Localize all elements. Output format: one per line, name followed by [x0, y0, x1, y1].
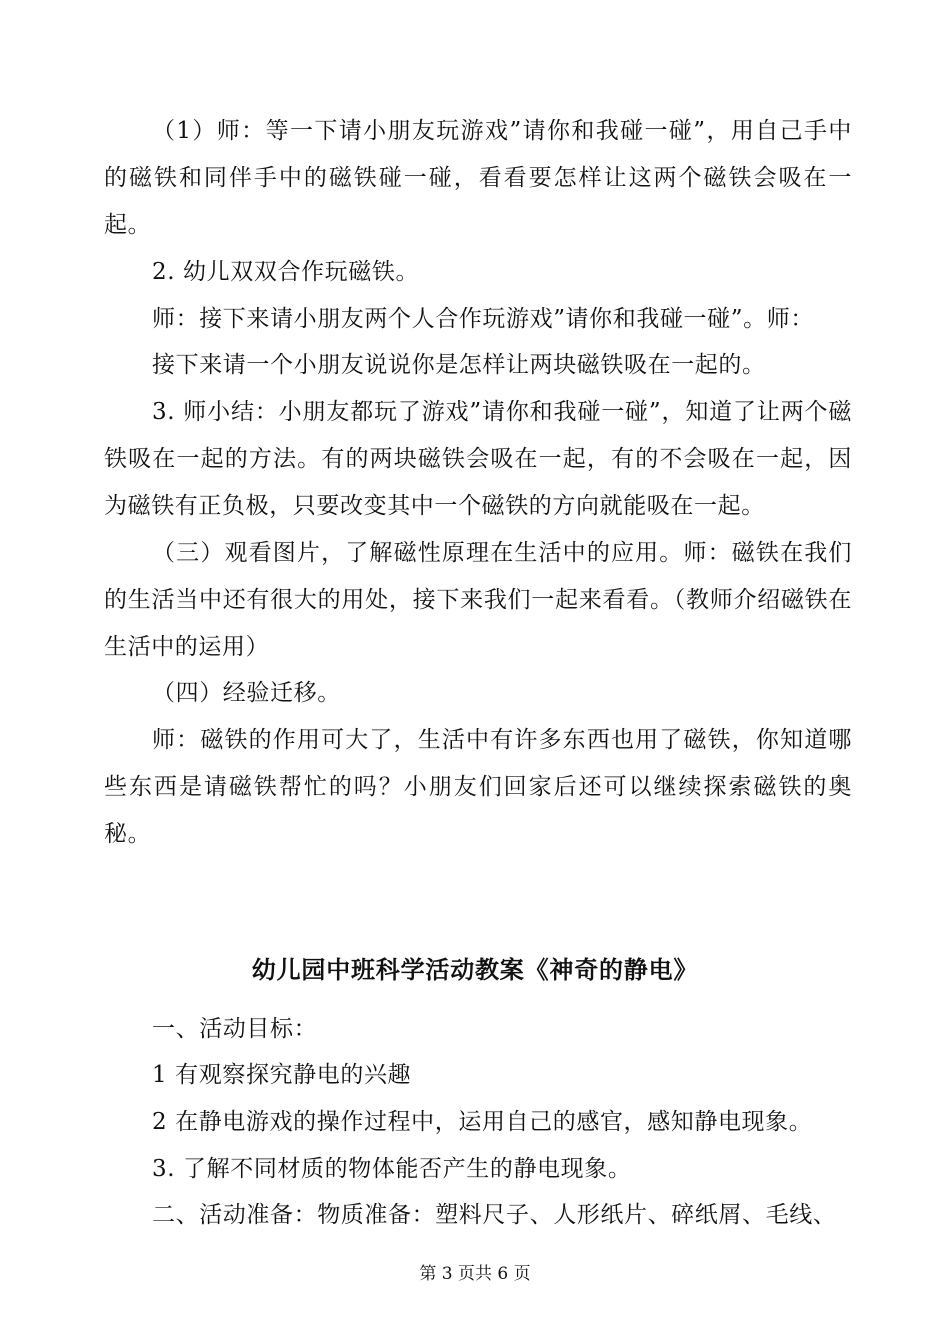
paragraph-teacher-question: 接下来请一个小朋友说说你是怎样让两块磁铁吸在一起的。	[152, 352, 766, 378]
page-footer: 第 3 页共 6 页	[419, 1264, 531, 1284]
paragraph-experience-transfer: 师：磁铁的作用可大了，生活中有许多东西也用了磁铁，你知道哪些东西是请磁铁帮忙的吗？小朋友们回家后还可以继续探索磁铁的奥秘。	[104, 727, 852, 847]
paragraph-step-1: （1）师：等一下请小朋友玩游戏”请你和我碰一碰”，用自己手中的磁铁和同伴手中的磁铁碰一碰，看看要怎样让这两个磁铁会吸在一起。	[104, 118, 852, 238]
paragraph-step-2: 2. 幼儿双双合作玩磁铁。	[152, 259, 420, 285]
section-title: 幼儿园中班科学活动教案《神奇的静电》	[251, 955, 699, 984]
paragraph-activity-preparation: 二、活动准备：物质准备：塑料尺子、人形纸片、碎纸屑、毛线、	[152, 1202, 837, 1228]
paragraph-activity-goals: 一、活动目标：	[152, 1016, 318, 1042]
paragraph-goal-2: 2 在静电游戏的操作过程中，运用自己的感官，感知静电现象。	[152, 1109, 813, 1135]
paragraph-goal-3: 3. 了解不同材质的物体能否产生的静电现象。	[152, 1156, 632, 1182]
paragraph-teacher-summary: 3. 师小结：小朋友都玩了游戏”请你和我碰一碰”，知道了让两个磁铁吸在一起的方法。有的两块磁铁会吸在一起，有的不会吸在一起，因为磁铁有正负极，只要改变其中一个磁铁的方向就能吸在一起。	[104, 399, 852, 519]
paragraph-section-four: （四）经验迁移。	[152, 680, 341, 706]
paragraph-section-three: （三）观看图片，了解磁性原理在生活中的应用。师：磁铁在我们的生活当中还有很大的用处，接下来我们一起来看看。（教师介绍磁铁在生活中的运用）	[104, 540, 852, 660]
paragraph-goal-1: 1 有观察探究静电的兴趣	[152, 1062, 412, 1088]
paragraph-teacher-instruction: 师：接下来请小朋友两个人合作玩游戏”请你和我碰一碰”。师：	[152, 306, 814, 332]
